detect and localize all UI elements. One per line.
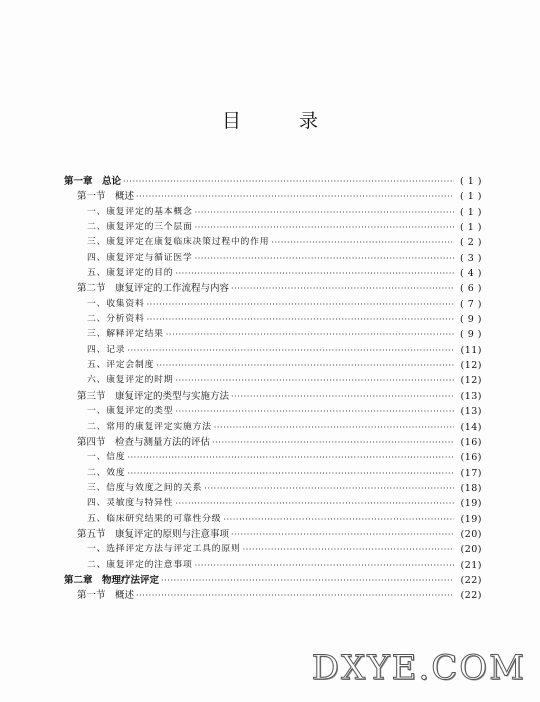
- toc-entry-page: (13): [460, 390, 482, 402]
- toc-entry-page: ( 1 ): [460, 222, 482, 234]
- toc-entry-page: ( 1 ): [460, 176, 482, 187]
- toc-entry-label: 一、康复评定的类型: [87, 406, 174, 417]
- toc-item-entry: [64, 496, 482, 511]
- toc-entry-page: (16): [460, 436, 482, 448]
- toc-item-entry: [64, 312, 482, 327]
- toc-chapter-entry: [64, 174, 482, 189]
- toc-section-entry: [64, 281, 482, 296]
- toc-entry-page: ( 9 ): [460, 329, 482, 341]
- toc-item-entry: [64, 343, 482, 358]
- toc-entry-label: 一、康复评定的基本概念: [87, 206, 193, 217]
- dot-leader: [195, 251, 454, 266]
- toc-entry-label: 第一节 概述: [77, 590, 135, 602]
- dot-leader: [195, 205, 454, 220]
- toc-entry-label: 第五节 康复评定的原则与注意事项: [77, 528, 230, 540]
- toc-item-entry: [64, 512, 482, 527]
- dot-leader: [161, 573, 454, 588]
- dot-leader: [123, 174, 454, 189]
- toc-item-entry: [64, 235, 482, 250]
- dot-leader: [231, 527, 454, 542]
- toc-item-entry: [64, 205, 482, 220]
- toc-entry-label: 第二章 物理疗法评定: [64, 574, 160, 586]
- toc-entry-label: 四、记录: [87, 344, 126, 355]
- toc-entry-label: 二、效度: [87, 467, 126, 478]
- toc-entry-label: 三、康复评定在康复临床决策过程中的作用: [87, 237, 270, 248]
- dot-leader: [147, 297, 454, 312]
- toc-entry-label: 二、康复评定的注意事项: [87, 559, 193, 570]
- toc-item-entry: [64, 450, 482, 465]
- toc-entry-page: (22): [460, 574, 482, 586]
- dot-leader: [175, 496, 454, 511]
- dot-leader: [127, 466, 454, 481]
- toc-item-entry: [64, 420, 482, 435]
- toc-item-entry: [64, 373, 482, 388]
- dot-leader: [204, 481, 454, 496]
- toc-item-entry: [64, 358, 482, 373]
- toc-section-entry: [64, 189, 482, 204]
- toc-entry-page: (22): [460, 590, 482, 602]
- toc-entry-label: 第一节 概述: [77, 191, 135, 203]
- dot-leader: [156, 358, 454, 373]
- toc-entry-label: 四、灵敏度与特异性: [87, 498, 174, 509]
- toc-item-entry: [64, 251, 482, 266]
- toc-item-entry: [64, 266, 482, 281]
- watermark: DXYE.COM: [311, 648, 526, 688]
- toc-section-entry: [64, 435, 482, 450]
- toc-entry-label: 第四节 检查与测量方法的评估: [77, 436, 211, 448]
- dot-leader: [195, 220, 454, 235]
- toc-entry-label: 二、常用的康复评定实施方法: [87, 421, 212, 432]
- dot-leader: [136, 588, 454, 603]
- dot-leader: [231, 281, 454, 296]
- dot-leader: [127, 343, 454, 358]
- toc-entry-label: 三、信度与效度之间的关系: [87, 482, 203, 493]
- toc-entry-page: (14): [460, 421, 482, 433]
- dot-leader: [127, 450, 454, 465]
- toc-item-entry: [64, 481, 482, 496]
- toc-entry-label: 四、康复评定与循证医学: [87, 252, 193, 263]
- toc-item-entry: [64, 327, 482, 342]
- toc-entry-label: 二、分析资料: [87, 314, 145, 325]
- table-of-contents: [64, 174, 482, 604]
- toc-item-entry: [64, 542, 482, 557]
- toc-entry-page: (17): [460, 467, 482, 479]
- toc-section-entry: [64, 588, 482, 603]
- toc-entry-label: 三、解释评定结果: [87, 329, 164, 340]
- toc-item-entry: [64, 220, 482, 235]
- toc-entry-page: ( 1 ): [460, 191, 482, 203]
- toc-item-entry: [64, 404, 482, 419]
- dot-leader: [195, 558, 454, 573]
- dot-leader: [147, 312, 454, 327]
- toc-item-entry: [64, 297, 482, 312]
- dot-leader: [212, 435, 454, 450]
- toc-entry-page: (19): [460, 498, 482, 510]
- toc-entry-page: (20): [460, 528, 482, 540]
- toc-entry-page: (18): [460, 482, 482, 494]
- toc-entry-page: ( 6 ): [460, 283, 482, 295]
- dot-leader: [175, 404, 454, 419]
- toc-section-entry: [64, 527, 482, 542]
- toc-entry-page: (11): [460, 344, 482, 356]
- dot-leader: [243, 542, 454, 557]
- toc-entry-label: 第二节 康复评定的工作流程与内容: [77, 283, 230, 295]
- toc-entry-label: 第三节 康复评定的类型与实施方法: [77, 390, 230, 402]
- toc-entry-page: ( 1 ): [460, 206, 482, 218]
- toc-entry-page: ( 9 ): [460, 314, 482, 326]
- toc-entry-label: 一、信度: [87, 452, 126, 463]
- toc-entry-label: 二、康复评定的三个层面: [87, 222, 193, 233]
- dot-leader: [175, 266, 454, 281]
- toc-entry-label: 一、收集资料: [87, 298, 145, 309]
- dot-leader: [271, 235, 454, 250]
- dot-leader: [214, 420, 454, 435]
- dot-leader: [223, 512, 454, 527]
- toc-entry-page: (20): [460, 544, 482, 556]
- toc-entry-label: 六、康复评定的时期: [87, 375, 174, 386]
- dot-leader: [175, 373, 454, 388]
- page-title: 目 录: [221, 110, 345, 132]
- toc-entry-page: ( 7 ): [460, 298, 482, 310]
- toc-chapter-entry: [64, 573, 482, 588]
- toc-entry-page: ( 3 ): [460, 252, 482, 264]
- toc-entry-page: ( 4 ): [460, 268, 482, 280]
- dot-leader: [231, 389, 454, 404]
- toc-entry-label: 五、康复评定的目的: [87, 268, 174, 279]
- dot-leader: [166, 327, 454, 342]
- toc-entry-page: ( 2 ): [460, 237, 482, 249]
- toc-item-entry: [64, 466, 482, 481]
- toc-entry-page: (19): [460, 513, 482, 525]
- toc-entry-page: (16): [460, 452, 482, 464]
- toc-section-entry: [64, 389, 482, 404]
- toc-entry-label: 五、评定会制度: [87, 360, 155, 371]
- toc-entry-page: (21): [460, 559, 482, 571]
- toc-entry-label: 五、临床研究结果的可靠性分级: [87, 513, 222, 524]
- toc-entry-label: 一、选择评定方法与评定工具的原则: [87, 544, 241, 555]
- toc-entry-page: (12): [460, 375, 482, 387]
- dot-leader: [136, 189, 454, 204]
- toc-entry-label: 第一章 总论: [64, 176, 122, 187]
- toc-entry-page: (13): [460, 406, 482, 418]
- toc-item-entry: [64, 558, 482, 573]
- toc-entry-page: (12): [460, 360, 482, 372]
